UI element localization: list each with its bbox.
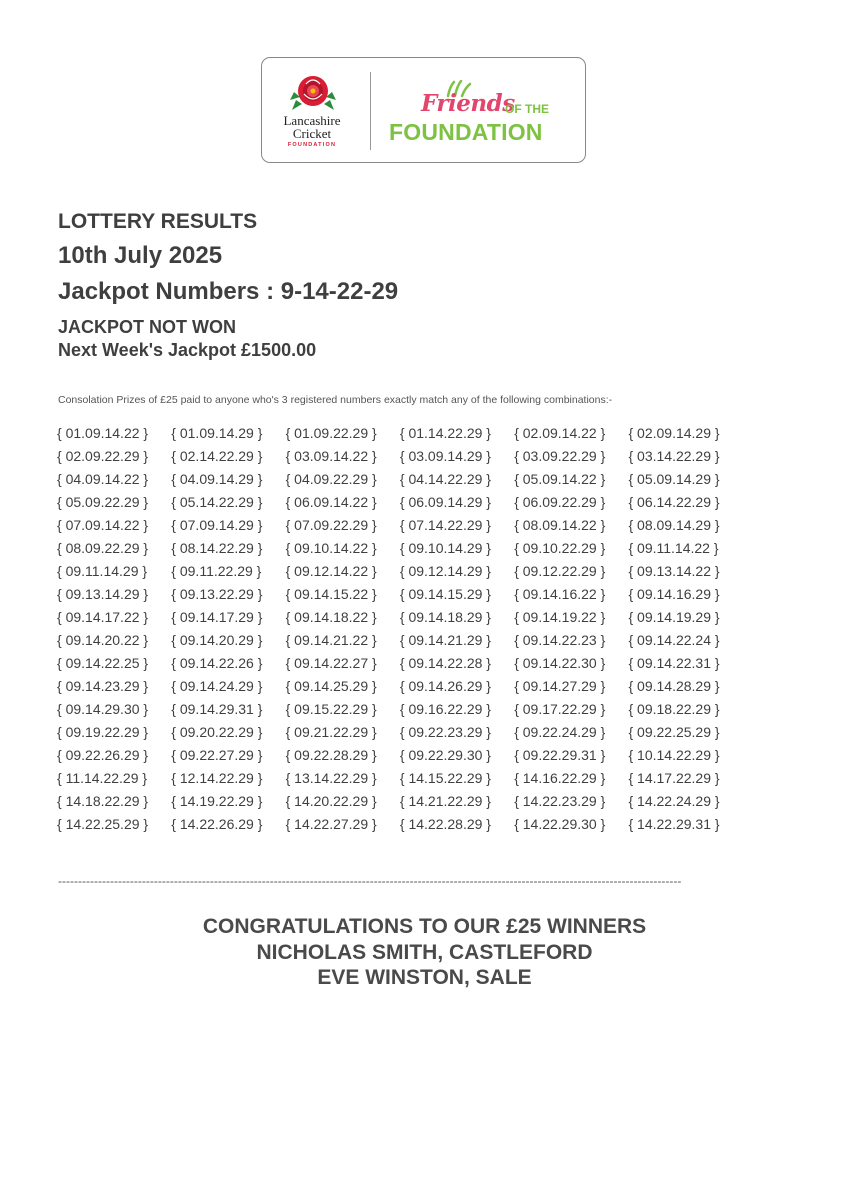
combination-item: { 09.14.25.29 } bbox=[285, 678, 377, 694]
combination-item: { 09.11.14.22 } bbox=[628, 540, 719, 556]
jackpot-status: JACKPOT NOT WON bbox=[58, 317, 236, 337]
combination-grid bbox=[57, 424, 757, 838]
combination-item: { 09.11.14.29 } bbox=[57, 563, 148, 579]
jackpot-numbers: Jackpot Numbers : 9-14-22-29 bbox=[58, 278, 399, 305]
combination-item: { 14.22.28.29 } bbox=[399, 816, 491, 832]
of-the-wordmark: OF THE bbox=[505, 102, 549, 116]
combination-item: { 09.14.15.29 } bbox=[399, 586, 491, 602]
combination-item: { 09.15.22.29 } bbox=[285, 701, 377, 717]
combination-item: { 03.09.22.29 } bbox=[514, 448, 606, 464]
combination-item: { 14.22.23.29 } bbox=[514, 793, 606, 809]
combination-item: { 09.14.17.22 } bbox=[57, 609, 149, 625]
combination-item: { 06.09.22.29 } bbox=[514, 494, 606, 510]
combination-item: { 02.09.14.29 } bbox=[628, 425, 720, 441]
logo-divider bbox=[370, 72, 371, 150]
combination-item: { 14.22.25.29 } bbox=[57, 816, 149, 832]
combination-item: { 14.15.22.29 } bbox=[399, 770, 491, 786]
combination-item: { 01.14.22.29 } bbox=[399, 425, 491, 441]
winner-name: NICHOLAS SMITH, CASTLEFORD bbox=[256, 941, 593, 964]
combination-item: { 09.14.22.23 } bbox=[514, 632, 606, 648]
combination-item: { 09.10.14.22 } bbox=[285, 540, 377, 556]
combination-item: { 06.09.14.22 } bbox=[285, 494, 377, 510]
combination-item: { 05.09.14.29 } bbox=[628, 471, 720, 487]
combination-item: { 09.22.29.31 } bbox=[514, 747, 606, 763]
combination-item: { 14.20.22.29 } bbox=[285, 793, 377, 809]
combination-item: { 09.10.14.29 } bbox=[399, 540, 491, 556]
combination-item: { 14.19.22.29 } bbox=[171, 793, 263, 809]
combination-item: { 09.14.18.22 } bbox=[285, 609, 377, 625]
combination-item: { 14.21.22.29 } bbox=[399, 793, 491, 809]
logo-panel bbox=[261, 57, 586, 163]
combination-item: { 14.22.29.30 } bbox=[514, 816, 606, 832]
combination-item: { 09.22.29.30 } bbox=[399, 747, 491, 763]
combination-item: { 09.13.14.29 } bbox=[57, 586, 149, 602]
combination-item: { 09.14.21.29 } bbox=[399, 632, 491, 648]
draw-date: 10th July 2025 bbox=[58, 242, 223, 269]
combination-item: { 09.14.22.31 } bbox=[628, 655, 720, 671]
combination-item: { 09.14.28.29 } bbox=[628, 678, 720, 694]
combination-item: { 09.14.20.22 } bbox=[57, 632, 149, 648]
org-name-line2: Cricket bbox=[292, 126, 332, 141]
combination-item: { 09.19.22.29 } bbox=[57, 724, 149, 740]
combination-item: { 05.09.14.22 } bbox=[514, 471, 606, 487]
combination-item: { 14.17.22.29 } bbox=[628, 770, 720, 786]
combination-item: { 09.14.23.29 } bbox=[57, 678, 149, 694]
combination-item: { 01.09.14.29 } bbox=[171, 425, 263, 441]
combination-item: { 09.22.26.29 } bbox=[57, 747, 149, 763]
combination-item: { 09.14.22.24 } bbox=[628, 632, 720, 648]
combination-item: { 09.14.19.22 } bbox=[514, 609, 606, 625]
combination-item: { 11.14.22.29 } bbox=[57, 770, 148, 786]
combination-item: { 09.12.22.29 } bbox=[514, 563, 606, 579]
page-title: LOTTERY RESULTS bbox=[58, 210, 258, 233]
combination-item: { 09.14.15.22 } bbox=[285, 586, 377, 602]
combination-item: { 09.12.14.29 } bbox=[399, 563, 491, 579]
combination-item: { 02.14.22.29 } bbox=[171, 448, 263, 464]
combination-item: { 04.14.22.29 } bbox=[399, 471, 491, 487]
combination-item: { 09.22.23.29 } bbox=[399, 724, 491, 740]
combination-item: { 02.09.22.29 } bbox=[57, 448, 149, 464]
combination-item: { 14.22.29.31 } bbox=[628, 816, 720, 832]
org-name-line1: Lancashire bbox=[283, 113, 341, 128]
combination-item: { 09.22.25.29 } bbox=[628, 724, 720, 740]
combination-item: { 09.14.21.22 } bbox=[285, 632, 377, 648]
combination-item: { 12.14.22.29 } bbox=[171, 770, 263, 786]
combination-item: { 08.14.22.29 } bbox=[171, 540, 263, 556]
next-jackpot: Next Week's Jackpot £1500.00 bbox=[58, 340, 317, 360]
friends-wordmark: Friends bbox=[421, 90, 515, 117]
combination-item: { 04.09.22.29 } bbox=[285, 471, 377, 487]
dashed-divider: ------------------------------------------------------------------------------------------------------------------------------------------------------------ bbox=[58, 874, 682, 888]
combination-item: { 09.14.18.29 } bbox=[399, 609, 491, 625]
combination-item: { 01.09.14.22 } bbox=[57, 425, 149, 441]
combination-item: { 09.18.22.29 } bbox=[628, 701, 720, 717]
combination-item: { 03.09.14.22 } bbox=[285, 448, 377, 464]
combination-item: { 07.09.22.29 } bbox=[285, 517, 377, 533]
combination-item: { 08.09.14.22 } bbox=[514, 517, 606, 533]
combination-item: { 07.09.14.22 } bbox=[57, 517, 149, 533]
consolation-text: Consolation Prizes of £25 paid to anyone who's 3 registered numbers exactly match any of the following combinations:- bbox=[58, 394, 613, 406]
combination-item: { 09.14.22.26 } bbox=[171, 655, 263, 671]
combination-item: { 03.09.14.29 } bbox=[399, 448, 491, 464]
combination-item: { 07.14.22.29 } bbox=[399, 517, 491, 533]
combination-item: { 09.14.22.30 } bbox=[514, 655, 606, 671]
combination-item: { 03.14.22.29 } bbox=[628, 448, 720, 464]
combination-item: { 07.09.14.29 } bbox=[171, 517, 263, 533]
combination-item: { 09.14.16.29 } bbox=[628, 586, 720, 602]
winner-name: EVE WINSTON, SALE bbox=[317, 966, 532, 989]
combination-item: { 09.22.27.29 } bbox=[171, 747, 263, 763]
combination-item: { 09.14.20.29 } bbox=[171, 632, 263, 648]
combination-item: { 05.09.22.29 } bbox=[57, 494, 149, 510]
combination-item: { 09.14.29.30 } bbox=[57, 701, 149, 717]
combination-item: { 09.20.22.29 } bbox=[171, 724, 263, 740]
combination-item: { 09.21.22.29 } bbox=[285, 724, 377, 740]
combination-item: { 09.10.22.29 } bbox=[514, 540, 606, 556]
combination-item: { 08.09.22.29 } bbox=[57, 540, 149, 556]
combination-item: { 04.09.14.29 } bbox=[171, 471, 263, 487]
combination-item: { 09.14.16.22 } bbox=[514, 586, 606, 602]
combination-item: { 09.14.24.29 } bbox=[171, 678, 263, 694]
combination-item: { 09.22.28.29 } bbox=[285, 747, 377, 763]
combination-item: { 14.22.24.29 } bbox=[628, 793, 720, 809]
combination-item: { 09.12.14.22 } bbox=[285, 563, 377, 579]
combination-item: { 09.13.22.29 } bbox=[171, 586, 263, 602]
red-rose-icon bbox=[290, 70, 336, 116]
combination-item: { 08.09.14.29 } bbox=[628, 517, 720, 533]
combination-item: { 14.16.22.29 } bbox=[514, 770, 606, 786]
combination-item: { 09.14.19.29 } bbox=[628, 609, 720, 625]
foundation-wordmark: FOUNDATION bbox=[389, 119, 543, 145]
combination-item: { 09.14.17.29 } bbox=[171, 609, 263, 625]
combination-item: { 09.14.27.29 } bbox=[514, 678, 606, 694]
combination-item: { 14.18.22.29 } bbox=[57, 793, 149, 809]
combination-item: { 09.14.22.25 } bbox=[57, 655, 149, 671]
combination-item: { 01.09.22.29 } bbox=[285, 425, 377, 441]
combination-item: { 09.14.22.27 } bbox=[285, 655, 377, 671]
combination-item: { 09.14.29.31 } bbox=[171, 701, 263, 717]
combination-item: { 09.13.14.22 } bbox=[628, 563, 720, 579]
combination-item: { 09.14.26.29 } bbox=[399, 678, 491, 694]
combination-item: { 09.14.22.28 } bbox=[399, 655, 491, 671]
winners-heading: CONGRATULATIONS TO OUR £25 WINNERS bbox=[202, 915, 647, 938]
combination-item: { 06.14.22.29 } bbox=[628, 494, 720, 510]
combination-item: { 09.16.22.29 } bbox=[399, 701, 491, 717]
combination-item: { 02.09.14.22 } bbox=[514, 425, 606, 441]
combination-item: { 06.09.14.29 } bbox=[399, 494, 491, 510]
combination-item: { 09.17.22.29 } bbox=[514, 701, 606, 717]
combination-item: { 04.09.14.22 } bbox=[57, 471, 149, 487]
combination-item: { 09.11.22.29 } bbox=[171, 563, 262, 579]
combination-item: { 10.14.22.29 } bbox=[628, 747, 720, 763]
combination-item: { 09.22.24.29 } bbox=[514, 724, 606, 740]
org-name-line3: FOUNDATION bbox=[287, 142, 337, 148]
combination-item: { 13.14.22.29 } bbox=[285, 770, 377, 786]
combination-item: { 05.14.22.29 } bbox=[171, 494, 263, 510]
combination-item: { 14.22.27.29 } bbox=[285, 816, 377, 832]
combination-item: { 14.22.26.29 } bbox=[171, 816, 263, 832]
